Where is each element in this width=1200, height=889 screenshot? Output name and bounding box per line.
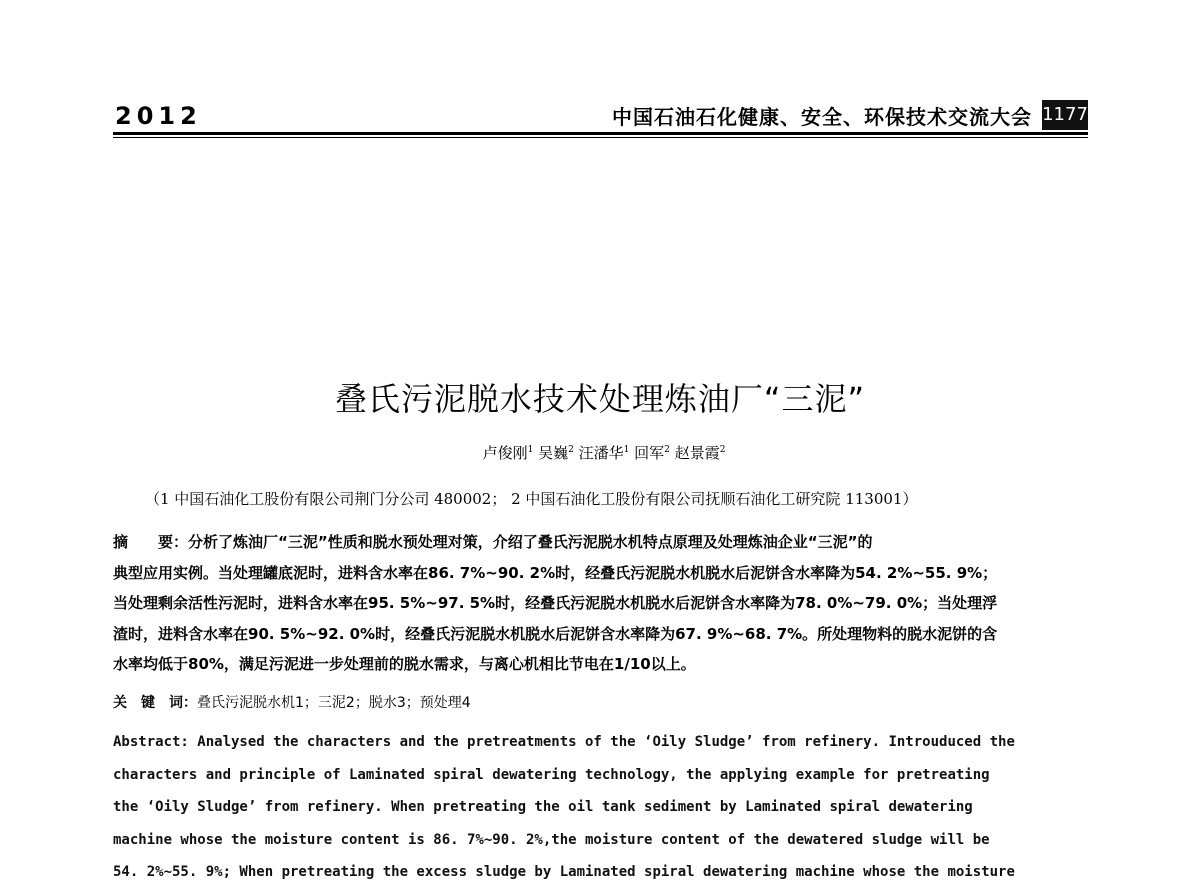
abstract-line: characters and principle of Laminated spiral dewatering technology, the applying example for pretreating	[113, 766, 990, 783]
author-name: 赵景霞	[674, 444, 720, 462]
author-name: 卢俊刚	[482, 444, 528, 462]
page-header	[113, 98, 1088, 138]
author-affil-mark: 2	[568, 445, 574, 455]
header-rule-thick	[113, 132, 1088, 135]
page-number-badge: 1177	[1042, 100, 1088, 130]
abstract-line: 当处理剩余活性污泥时，进料含水率在95. 5%~97. 5%时，经叠氏污泥脱水机脱水后泥饼含水率降为78. 0%~79. 0%；当处理浮	[113, 594, 998, 612]
author-affil-mark: 2	[664, 445, 670, 455]
affiliation-line: （1 中国石油化工股份有限公司荆门分公司 480002； 2 中国石油化工股份有限公司抚顺石油化工研究院 113001）	[145, 490, 918, 508]
author-affil-mark: 2	[719, 445, 726, 455]
keywords-line	[113, 692, 1093, 712]
abstract-line: 54. 2%~55. 9%; When pretreating the excess sludge by Laminated spiral dewatering machine whose the moisture	[113, 864, 1015, 880]
conference-title: 中国石油石化健康、安全、环保技术交流大会	[612, 105, 1032, 129]
abstract-line: 典型应用实例。当处理罐底泥时，进料含水率在86. 7%~90. 2%时，经叠氏污泥脱水机脱水后泥饼含水率降为54. 2%~55. 9%；	[113, 563, 998, 582]
author-list	[0, 442, 1200, 463]
abstract-line: 水率均低于80%，满足污泥进一步处理前的脱水需求，与离心机相比节电在1/10以上。	[113, 655, 696, 673]
header-rule-thin	[113, 137, 1088, 138]
keywords-text: 叠氏污泥脱水机1；三泥2；脱水3；预处理4	[197, 695, 471, 711]
abstract-line: 渣时，进料含水率在90. 5%~92. 0%时，经叠氏污泥脱水机脱水后泥饼含水率降为67. 9%~68. 7%。所处理物料的脱水泥饼的含	[113, 624, 998, 643]
abstract-line: the ‘Oily Sludge’ from refinery. When pretreating the oil tank sediment by Laminated spiral dewatering	[113, 799, 973, 815]
chinese-abstract	[113, 527, 1093, 680]
author-affil-mark: 1	[527, 445, 534, 455]
author-affil-mark: 1	[623, 445, 630, 455]
abstract-label: 摘 要：	[113, 533, 189, 551]
year-label: 2012	[115, 102, 202, 130]
abstract-line: 分析了炼油厂“三泥”性质和脱水预处理对策，介绍了叠氏污泥脱水机特点原理及处理炼油企业“三泥”的	[188, 533, 873, 551]
author-name: 回军	[634, 444, 665, 462]
author-name: 汪潘华	[578, 444, 624, 462]
paper-title: 叠氏污泥脱水技术处理炼油厂“三泥”	[334, 380, 866, 418]
english-abstract	[113, 726, 1103, 889]
abstract-line: Abstract: Analysed the characters and the pretreatments of the ‘Oily Sludge’ from refinery. Introuduced the	[113, 734, 1015, 750]
author-name: 吴巍	[538, 444, 569, 462]
abstract-line: machine whose the moisture content is 86. 7%~90. 2%,the moisture content of the dewatered sludge will be	[113, 831, 990, 848]
keywords-label: 关 键 词：	[113, 695, 197, 711]
